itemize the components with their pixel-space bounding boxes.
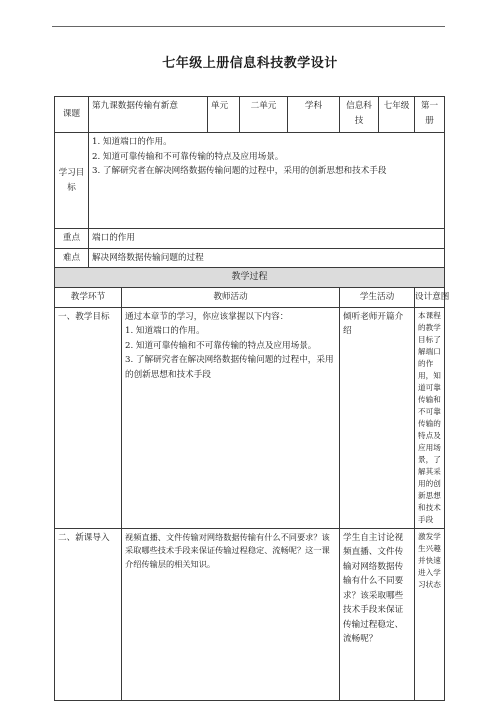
subject-label: 学科 [288,97,340,133]
difficulty-value: 解决网络数据传输问题的过程 [89,248,445,268]
info-row [55,97,445,133]
process-header: 教学过程 [55,268,445,288]
column-stage: 教学环节 [55,288,122,308]
stage-cell: 二、新课导入 [55,528,122,700]
lesson-label: 课题 [55,97,89,133]
process-row [55,528,445,700]
key-point-row [55,229,445,249]
teacher-line: 2. 知道可靠传输和不可靠传输的特点及应用场景。 [125,340,317,351]
intent-cell: 激发学生兴趣并快速进入学习状态 [415,528,445,700]
lesson-plan-table [54,96,450,701]
page-title: 七年级上册信息科技教学设计 [162,56,338,71]
stage-cell: 一、教学目标 [55,307,122,528]
process-row [55,307,445,528]
student-cell: 学生自主讨论视频直播、文件传输对网络数据传输有什么不同要求？该采取哪些技术手段来保证传输过程稳定、流畅呢？ [340,528,415,700]
objective-item: 1. 知道端口的作用。 [92,137,172,147]
objectives-content [89,133,445,229]
difficulty-row [55,248,445,268]
intent-cell: 本课程的教学目标了解端口的作用，知道可靠传输和不可靠传输的特点及应用场景，了解其采用的创新思想和技术手段 [415,307,445,528]
column-student: 学生活动 [340,288,415,308]
unit-label: 单元 [208,97,240,133]
student-cell: 倾听老师开篇介绍 [340,307,415,528]
lesson-value: 第九课数据传输有新意 [89,97,208,133]
subject-value: 信息科技 [340,97,379,133]
process-header-row [55,268,445,288]
teacher-line: 3. 了解研究者在解决网络数据传输问题的过程中，采用的创新思想和技术手段 [125,355,334,380]
objectives-row [55,133,445,229]
column-teacher: 教师活动 [122,288,340,308]
key-point-value: 端口的作用 [89,229,445,249]
teacher-cell: 视频直播、文件传输对网络数据传输有什么不同要求？该采取哪些技术手段来保证传输过程稳定、流畅呢？这一课介绍传输层的相关知识。 [122,528,340,700]
difficulty-label: 难点 [55,248,89,268]
teacher-cell [122,307,340,528]
key-point-label: 重点 [55,229,89,249]
teacher-line: 通过本章节的学习，你应该掌握以下内容： [125,311,289,322]
objective-item: 2. 知道可靠传输和不可靠传输的特点及应用场景。 [92,151,284,162]
volume-label: 第一册 [415,97,445,133]
unit-value: 二单元 [240,97,288,133]
header-rule [52,26,445,27]
teacher-line: 1. 知道端口的作用。 [125,326,205,336]
column-intent: 设计意图 [415,288,445,308]
grade-label: 七年级 [379,97,415,133]
objective-item: 3. 了解研究者在解决网络数据传输问题的过程中，采用的创新思想和技术手段 [92,166,387,176]
process-columns-row [55,288,445,308]
objectives-label: 学习目标 [55,133,89,229]
